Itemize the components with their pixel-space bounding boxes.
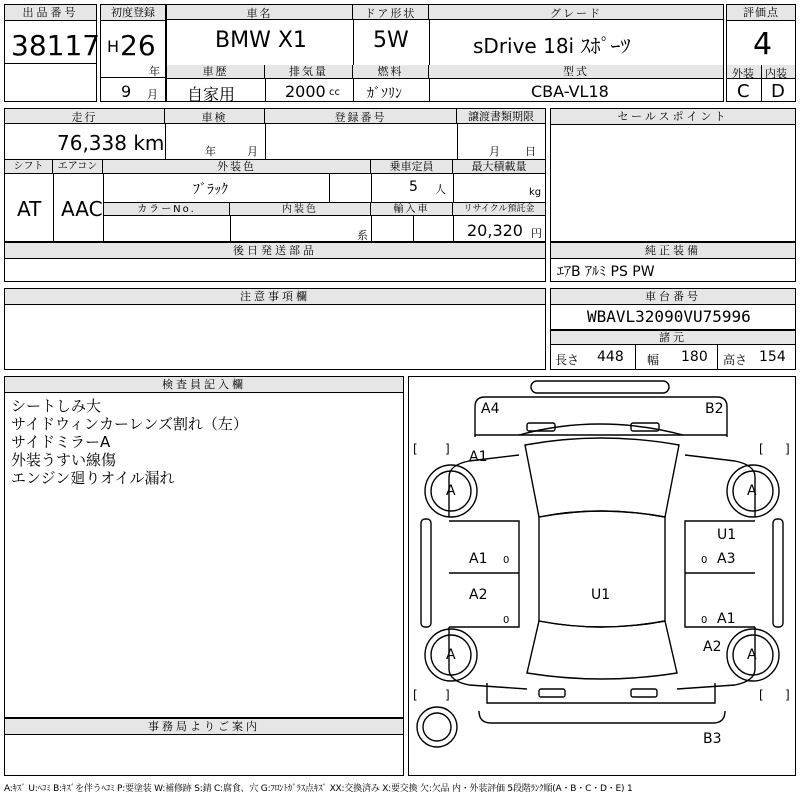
hood-outline [475,397,727,437]
color-number-label: カラーNo. [104,203,230,216]
interior-color-label: 内装色 [230,203,371,216]
history-label: 車歴 [167,65,265,79]
rear-bumper [479,711,725,723]
color-label: 外装色 [103,160,371,174]
inspection-year: 年 [205,145,216,158]
recycle-unit: 円 [531,227,542,240]
roof [539,511,665,627]
seats-unit: 人 [435,183,446,196]
inspector-line: シートしみ大 [11,397,102,415]
equipment-label: 純正装備 [551,243,795,259]
year-unit: 年 [149,65,160,78]
transfer-label: 譲渡書類期限 [457,109,545,124]
recycle-value: 20,320 [467,221,523,240]
inspector-line: サイドミラーA [11,433,111,451]
import-label: 輸入車 [371,203,453,216]
mark-a4: A4 [481,401,500,417]
mark-a-rear-left: A [446,647,456,663]
mark-b2: B2 [705,401,724,417]
windshield [525,438,679,517]
sales-point-label: セールスポイント [551,109,795,125]
lot-label: 出品番号 [5,5,96,21]
transfer-month: 月 [489,145,500,158]
score-value: 4 [753,27,773,62]
length-value: 448 [597,349,624,365]
transfer-day: 日 [525,145,536,158]
model-label: 型式 [429,65,723,79]
svg-text:[: [ [413,442,418,456]
svg-text:]: ] [785,688,790,702]
dimensions-label: 諸元 [551,331,795,345]
chassis-label: 車台番号 [551,289,795,305]
svg-text:[: [ [759,442,764,456]
svg-text:]: ] [785,442,790,456]
seats-value: 5 [409,179,418,195]
displacement-unit: cc [329,87,340,98]
load-unit: kg [529,187,542,198]
svg-text:0: 0 [701,555,708,566]
inspector-line: サイドウィンカーレンズ割れ（左） [11,415,248,433]
sales-point-box [550,108,796,242]
shift-value: AT [17,197,42,221]
width-label: 幅 [647,353,660,367]
seats-label: 乗車定員 [371,160,453,174]
chassis-number: WBAVL32090VU75996 [587,307,751,326]
office-box [4,718,404,776]
left-doors [449,521,519,627]
notes-label: 注意事項欄 [5,289,545,305]
mark-a1-top: A1 [469,449,488,465]
vehicle-header [166,4,724,102]
lot-box [4,4,101,102]
shift-label: シフト [5,160,53,174]
registration-label: 初度登録 [101,5,165,21]
vehicle-name: BMW X1 [215,28,307,53]
car-diagram-box [408,376,796,776]
left-rocker [421,519,431,627]
fuel-value: ｶﾞｿﾘﾝ [367,86,402,102]
exterior-grade: C [737,81,750,102]
equipment-value: ｴｱB ｱﾙﾐ PS PW [557,264,655,280]
score-box [726,4,796,102]
mileage-value: 76,338 km [57,131,165,155]
office-label: 事務局よりご案内 [5,719,403,735]
svg-text:]: ] [445,688,450,702]
ac-value: AAC [61,197,103,221]
mark-a2-left: A2 [469,587,488,603]
reg-month: 9 [121,82,132,101]
dimensions-box [550,330,796,370]
svg-text:0: 0 [701,615,708,626]
detail-grid [4,108,546,242]
svg-text:0: 0 [503,555,510,566]
equipment-box [550,242,796,282]
car-diagram [409,377,795,775]
svg-text:]: ] [445,442,450,456]
name-label: 車名 [167,5,353,20]
color-value: ﾌﾞﾗｯｸ [193,182,228,198]
door-type: 5W [373,28,409,53]
door-label: ドア形状 [353,5,429,20]
width-value: 180 [681,349,708,365]
displacement-label: 排気量 [265,65,353,79]
registration-box [100,4,166,102]
inspection-label: 車検 [165,109,265,124]
mark-u1-center: U1 [591,587,611,603]
ac-label: エアコン [53,160,103,174]
grade-label: グレード [429,5,723,20]
later-parts-box [4,242,546,282]
inspector-label: 検査員記入欄 [5,377,403,393]
mark-a1-left: A1 [469,551,488,567]
reg-year: 26 [120,29,156,62]
history-value: 自家用 [187,85,236,104]
mark-a3-right: A3 [717,551,736,567]
inspector-box [4,376,404,718]
later-parts-label: 後日発送部品 [5,243,545,259]
interior-color-unit: 系 [357,229,368,242]
mark-a-rear-right: A [747,647,757,663]
displacement-value: 2000 [285,82,326,101]
fuel-label: 燃料 [353,65,429,79]
legend-footer: A:ｷｽﾞ U:ﾍｺﾐ B:ｷｽﾞを伴うﾍｺﾐ P:要塗装 W:補修跡 S:錆 C:腐食、穴 G:ﾌﾛﾝﾄｶﾞﾗｽ点ｷｽﾞ XX:交換済み X:要交換 欠:欠品 内・外装評価 5段階ﾗﾝｸ順(A・B・C・D・E) 1 [4,784,633,794]
height-value: 154 [759,349,786,365]
inspector-lines [11,397,248,487]
inspector-line: エンジン廻りオイル漏れ [11,469,175,487]
inspection-month: 月 [247,145,258,158]
exterior-label: 外装 [732,67,754,80]
load-label: 最大積載量 [453,160,545,174]
mark-u1-right: U1 [717,527,737,543]
mark-b3: B3 [703,731,722,747]
tailgate [487,683,715,703]
mark-a-front-left: A [446,483,456,499]
right-rocker [773,519,783,627]
svg-text:[: [ [759,688,764,702]
chassis-box [550,288,796,330]
score-label: 評価点 [727,5,795,21]
mark-a-front-right: A [747,483,757,499]
interior-label: 内装 [765,67,787,80]
mileage-label: 走行 [5,109,165,124]
lot-number: 38117 [11,29,101,62]
length-label: 長さ [555,353,580,367]
svg-text:[: [ [413,688,418,702]
rear-window [527,621,677,679]
front-right-fender [685,455,755,517]
mark-a2-right: A2 [703,639,722,655]
mark-a1-right: A1 [717,611,736,627]
front-bumper [531,381,669,393]
month-unit: 月 [147,88,158,101]
svg-text:0: 0 [503,615,510,626]
height-label: 高さ [723,353,748,367]
grade-value: sDrive 18i ｽﾎﾟｰﾂ [473,34,631,58]
interior-grade: D [771,81,785,102]
model-value: CBA-VL18 [531,82,609,101]
recycle-label: リサイクル預託金 [453,203,545,216]
notes-box [4,288,546,370]
era: H [107,37,120,56]
inspector-line: 外装うすい線傷 [11,451,117,469]
plate-label: 登録番号 [265,109,457,124]
